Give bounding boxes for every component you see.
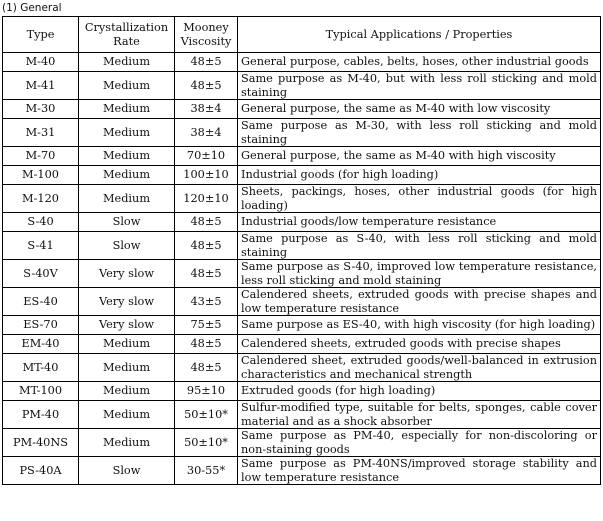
mooney-viscosity-cell: 120±10 [175,185,238,213]
crystallization-rate-cell: Medium [79,429,175,457]
header-applications: Typical Applications / Properties [238,17,601,53]
application-cell: Same purpose as ES-40, with high viscosity (for high loading) [238,316,601,335]
type-cell: EM-40 [3,335,79,354]
mooney-viscosity-cell: 48±5 [175,354,238,382]
crystallization-rate-cell: Medium [79,401,175,429]
crystallization-rate-cell: Medium [79,335,175,354]
table-row [3,354,601,382]
mooney-viscosity-cell: 38±4 [175,119,238,147]
table-row [3,260,601,288]
table-row [3,401,601,429]
type-cell: S-40 [3,213,79,232]
mooney-viscosity-cell: 30-55* [175,457,238,485]
crystallization-rate-cell: Medium [79,166,175,185]
application-cell: Calendered sheets, extruded goods with precise shapes and low temperature resistance [238,288,601,316]
application-cell: Industrial goods/low temperature resistance [238,213,601,232]
application-cell: Extruded goods (for high loading) [238,382,601,401]
table-row [3,119,601,147]
type-cell: M-70 [3,147,79,166]
application-cell: Same purpose as PM-40NS/improved storage stability and low temperature resistance [238,457,601,485]
table-row [3,100,601,119]
crystallization-rate-cell: Medium [79,185,175,213]
crystallization-rate-cell: Medium [79,72,175,100]
mooney-viscosity-cell: 50±10* [175,401,238,429]
table-row [3,382,601,401]
header-type: Type [3,17,79,53]
mooney-viscosity-cell: 48±5 [175,72,238,100]
mooney-viscosity-cell: 48±5 [175,335,238,354]
header-row [3,17,601,53]
mooney-viscosity-cell: 48±5 [175,213,238,232]
mooney-viscosity-cell: 38±4 [175,100,238,119]
table-row [3,232,601,260]
table-row [3,213,601,232]
type-cell: S-40V [3,260,79,288]
type-cell: ES-70 [3,316,79,335]
application-cell: Sheets, packings, hoses, other industrial goods (for high loading) [238,185,601,213]
type-cell: M-40 [3,53,79,72]
table-row [3,457,601,485]
mooney-viscosity-cell: 100±10 [175,166,238,185]
crystallization-rate-cell: Medium [79,100,175,119]
mooney-viscosity-cell: 48±5 [175,232,238,260]
mooney-viscosity-cell: 48±5 [175,53,238,72]
table-row [3,72,601,100]
mooney-viscosity-cell: 70±10 [175,147,238,166]
crystallization-rate-cell: Very slow [79,260,175,288]
type-cell: M-120 [3,185,79,213]
type-cell: M-100 [3,166,79,185]
application-cell: General purpose, cables, belts, hoses, other industrial goods [238,53,601,72]
application-cell: Same purpose as S-40, with less roll sticking and mold staining [238,232,601,260]
application-cell: Same purpose as S-40, improved low temperature resistance, less roll sticking and mold staining [238,260,601,288]
neoprene-grades-table [2,16,601,485]
mooney-viscosity-cell: 43±5 [175,288,238,316]
table-row [3,185,601,213]
type-cell: M-30 [3,100,79,119]
application-cell: Industrial goods (for high loading) [238,166,601,185]
table-row [3,316,601,335]
application-cell: General purpose, the same as M-40 with low viscosity [238,100,601,119]
table-row [3,166,601,185]
application-cell: Same purpose as M-30, with less roll sticking and mold staining [238,119,601,147]
table-row [3,429,601,457]
application-cell: Same purpose as PM-40, especially for non-discoloring or non-staining goods [238,429,601,457]
crystallization-rate-cell: Medium [79,119,175,147]
type-cell: PM-40NS [3,429,79,457]
mooney-viscosity-cell: 75±5 [175,316,238,335]
type-cell: ES-40 [3,288,79,316]
table-row [3,147,601,166]
crystallization-rate-cell: Very slow [79,316,175,335]
crystallization-rate-cell: Medium [79,53,175,72]
mooney-viscosity-cell: 48±5 [175,260,238,288]
type-cell: MT-40 [3,354,79,382]
table-row [3,335,601,354]
application-cell: Sulfur-modified type, suitable for belts, sponges, cable cover material and as a shock absorber [238,401,601,429]
mooney-viscosity-cell: 50±10* [175,429,238,457]
header-crystallization-rate: Crystallization Rate [79,17,175,53]
type-cell: M-31 [3,119,79,147]
type-cell: MT-100 [3,382,79,401]
header-mooney-viscosity: Mooney Viscosity [175,17,238,53]
crystallization-rate-cell: Slow [79,213,175,232]
application-cell: Calendered sheet, extruded goods/well-balanced in extrusion characteristics and mechanical strength [238,354,601,382]
crystallization-rate-cell: Very slow [79,288,175,316]
application-cell: Same purpose as M-40, but with less roll sticking and mold staining [238,72,601,100]
crystallization-rate-cell: Medium [79,382,175,401]
crystallization-rate-cell: Slow [79,457,175,485]
application-cell: Calendered sheets, extruded goods with precise shapes [238,335,601,354]
table-row [3,288,601,316]
type-cell: S-41 [3,232,79,260]
crystallization-rate-cell: Medium [79,354,175,382]
type-cell: M-41 [3,72,79,100]
mooney-viscosity-cell: 95±10 [175,382,238,401]
type-cell: PM-40 [3,401,79,429]
crystallization-rate-cell: Medium [79,147,175,166]
table-caption: (1) General [2,2,62,14]
crystallization-rate-cell: Slow [79,232,175,260]
table-row [3,53,601,72]
type-cell: PS-40A [3,457,79,485]
application-cell: General purpose, the same as M-40 with high viscosity [238,147,601,166]
